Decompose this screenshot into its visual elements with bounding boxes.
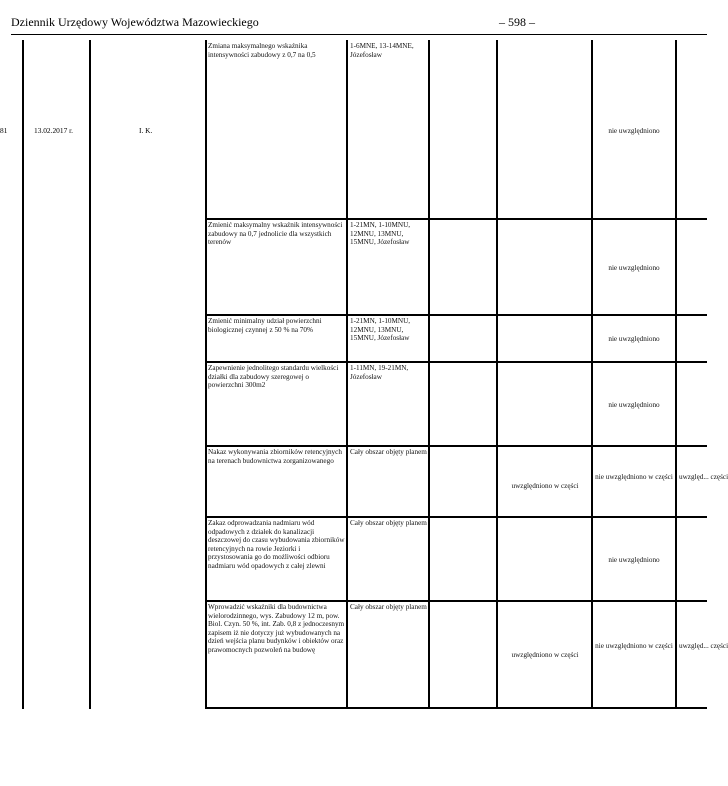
row-area: 1-11MN, 19-21MN, Józefosław <box>350 364 409 381</box>
entry-date: 13.02.2017 r. <box>34 126 74 135</box>
entry-lp: 81 <box>0 126 8 135</box>
entry-name: I. K. <box>139 126 153 135</box>
row-prezydent-decision: nie uwzględniono <box>608 335 660 343</box>
grid-vline <box>496 40 498 709</box>
row-area: Cały obszar objęty planem <box>350 603 427 611</box>
row-description: Wprowadzić wskaźniki dla budownictwa wielorodzinnego, wys. Zabudowy 12 m, pow. Biol. Czyn. 50 %, int. Zab. 0,8 z jednoczesnym zapisem iż nie dotyczy już wybudowanych na dzień wejścia planu budynków i obiektów oraz prawomocnych pozwoleń na budowę <box>208 603 345 654</box>
grid-hline <box>205 314 707 316</box>
grid-hline <box>205 445 707 447</box>
grid-vline <box>675 40 677 709</box>
grid-vline <box>89 40 91 709</box>
row-prezydent-decision: nie uwzględniono <box>608 401 660 409</box>
grid-vline <box>205 40 207 709</box>
row-prezydent-decision: nie uwzględniono w części <box>595 473 673 481</box>
grid-vline <box>22 40 24 709</box>
grid-vline <box>346 40 348 709</box>
header-rule <box>11 34 707 35</box>
grid-hline <box>205 218 707 220</box>
row-rada-decision: uwzględniono w części <box>511 651 579 659</box>
row-description: Nakaz wykonywania zbiorników retencyjnych na terenach budownictwa zorganizowanego <box>208 448 342 465</box>
row-area: Cały obszar objęty planem <box>350 448 427 456</box>
row-area: 1-21MN, 1-10MNU, 12MNU, 13MNU, 15MNU, Józefosław <box>350 221 411 247</box>
grid-bottom-line <box>205 707 707 709</box>
row-prezydent-decision: nie uwzględniono <box>608 127 660 135</box>
grid-hline <box>205 600 707 602</box>
row-area: Cały obszar objęty planem <box>350 519 427 527</box>
row-prezydent-decision: nie uwzględniono <box>608 264 660 272</box>
row-prezydent-decision: nie uwzględniono <box>608 556 660 564</box>
row-description: Zakaz odprowadzania nadmiaru wód odpadowych z działek do kanalizacji deszczowej do czasu wybudowania zbiorników retencyjnych na rowie Jeziorki i przystosowania go do możliwości odbioru nadmiaru wód opadowych z całej zlewni <box>208 519 345 570</box>
journal-title: Dziennik Urzędowy Województwa Mazowieckiego <box>11 15 259 29</box>
grid-hline <box>205 361 707 363</box>
row-description: Zmienić minimalny udział powierzchni biologicznej czynnej z 50 % na 70% <box>208 317 322 334</box>
grid-hline <box>205 516 707 518</box>
row-prezydent-decision: nie uwzględniono w części <box>595 642 673 650</box>
row-description: Zmiana maksymalnego wskaźnika intensywności zabudowy z 0,7 na 0,5 <box>208 42 316 59</box>
row-area: 1-6MNE, 13-14MNE, Józefosław <box>350 42 414 59</box>
grid-vline <box>591 40 593 709</box>
row-area: 1-21MN, 1-10MNU, 12MNU, 13MNU, 15MNU, Józefosław <box>350 317 411 343</box>
row-description: Zapewnienie jednolitego standardu wielkości działki dla zabudowy szeregowej o powierzchni 300m2 <box>208 364 339 390</box>
grid-vline <box>428 40 430 709</box>
row-last-decision: uwzględ... części <box>679 473 728 481</box>
row-description: Zmienić maksymalny wskaźnik intensywności zabudowy na 0,7 jednolicie dla wszystkich terenów <box>208 221 343 247</box>
row-last-decision: uwzględ... części <box>679 642 728 650</box>
row-rada-decision: uwzględniono w części <box>511 482 579 490</box>
page-number: – 598 – <box>499 15 535 29</box>
